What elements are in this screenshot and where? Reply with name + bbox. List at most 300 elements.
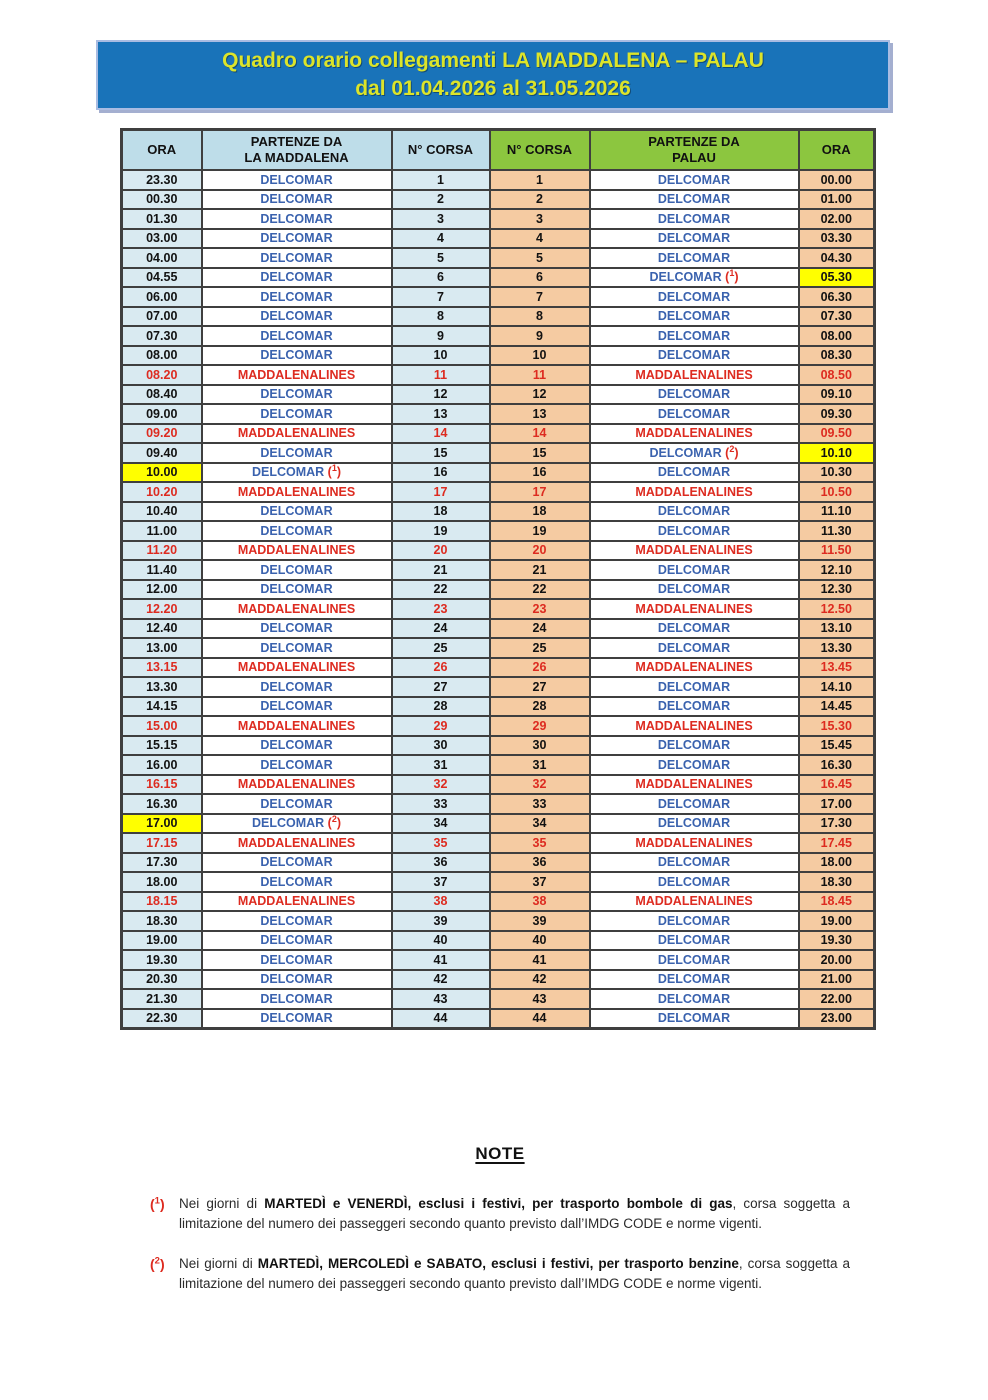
cell-corsa-left: 18 xyxy=(392,502,490,522)
cell-operator-lamaddalena: MADDALENALINES xyxy=(202,541,392,561)
cell-operator-lamaddalena: DELCOMAR xyxy=(202,385,392,405)
footnote-ref-icon: ($^2$) xyxy=(327,814,342,831)
cell-ora-palau: 12.30 xyxy=(799,580,875,600)
cell-ora-palau: 18.30 xyxy=(799,872,875,892)
cell-operator-lamaddalena: MADDALENALINES xyxy=(202,775,392,795)
cell-ora-lamaddalena: 23.30 xyxy=(122,170,202,190)
cell-corsa-right: 26 xyxy=(490,658,590,678)
table-row xyxy=(122,404,875,424)
cell-ora-lamaddalena: 22.30 xyxy=(122,1009,202,1029)
cell-corsa-right: 16 xyxy=(490,463,590,483)
cell-ora-palau: 05.30 xyxy=(799,268,875,288)
cell-operator-palau: MADDALENALINES xyxy=(590,365,799,385)
cell-corsa-left: 44 xyxy=(392,1009,490,1029)
cell-ora-palau: 08.30 xyxy=(799,346,875,366)
cell-corsa-left: 30 xyxy=(392,736,490,756)
cell-operator-lamaddalena: DELCOMAR xyxy=(202,521,392,541)
cell-operator-palau: DELCOMAR xyxy=(590,911,799,931)
col-header-partenze-lamaddalena: PARTENZE DA LA MADDALENA xyxy=(202,130,392,171)
table-row xyxy=(122,307,875,327)
cell-operator-lamaddalena: DELCOMAR xyxy=(202,950,392,970)
cell-ora-palau: 11.50 xyxy=(799,541,875,561)
cell-operator-palau: DELCOMAR xyxy=(590,170,799,190)
cell-corsa-right: 25 xyxy=(490,638,590,658)
table-row xyxy=(122,209,875,229)
cell-operator-lamaddalena: DELCOMAR xyxy=(202,268,392,288)
cell-operator-palau: DELCOMAR xyxy=(590,346,799,366)
cell-corsa-left: 29 xyxy=(392,716,490,736)
cell-ora-lamaddalena: 19.30 xyxy=(122,950,202,970)
cell-operator-lamaddalena: DELCOMAR xyxy=(202,229,392,249)
cell-corsa-right: 40 xyxy=(490,931,590,951)
cell-ora-palau: 18.45 xyxy=(799,892,875,912)
cell-corsa-left: 19 xyxy=(392,521,490,541)
table-row xyxy=(122,677,875,697)
cell-operator-palau: DELCOMAR xyxy=(590,989,799,1009)
cell-ora-lamaddalena: 17.15 xyxy=(122,833,202,853)
title-banner xyxy=(96,40,890,110)
table-row xyxy=(122,248,875,268)
col-header-corsa-right: N° CORSA xyxy=(490,130,590,171)
cell-operator-lamaddalena: DELCOMAR xyxy=(202,326,392,346)
cell-operator-lamaddalena: DELCOMAR xyxy=(202,190,392,210)
footnote-2-marker: ($^2$) xyxy=(150,1254,165,1272)
cell-corsa-right: 37 xyxy=(490,872,590,892)
cell-operator-lamaddalena: DELCOMAR xyxy=(202,736,392,756)
cell-ora-palau: 08.00 xyxy=(799,326,875,346)
cell-corsa-left: 32 xyxy=(392,775,490,795)
cell-operator-palau: DELCOMAR xyxy=(590,190,799,210)
cell-operator-palau: DELCOMAR xyxy=(590,326,799,346)
table-row xyxy=(122,482,875,502)
cell-corsa-left: 36 xyxy=(392,853,490,873)
cell-corsa-right: 33 xyxy=(490,794,590,814)
table-row xyxy=(122,365,875,385)
cell-ora-palau: 19.00 xyxy=(799,911,875,931)
cell-ora-palau: 22.00 xyxy=(799,989,875,1009)
note-item-1 xyxy=(150,1194,850,1235)
cell-ora-lamaddalena: 13.00 xyxy=(122,638,202,658)
cell-operator-palau: DELCOMAR xyxy=(590,229,799,249)
cell-corsa-left: 35 xyxy=(392,833,490,853)
cell-operator-palau: DELCOMAR xyxy=(590,385,799,405)
cell-ora-palau: 15.30 xyxy=(799,716,875,736)
cell-ora-lamaddalena: 08.40 xyxy=(122,385,202,405)
cell-operator-lamaddalena: DELCOMAR xyxy=(202,638,392,658)
cell-ora-lamaddalena: 15.15 xyxy=(122,736,202,756)
cell-corsa-right: 1 xyxy=(490,170,590,190)
table-row xyxy=(122,424,875,444)
cell-corsa-left: 3 xyxy=(392,209,490,229)
cell-operator-palau: MADDALENALINES xyxy=(590,541,799,561)
table-row xyxy=(122,989,875,1009)
table-row xyxy=(122,1009,875,1029)
cell-corsa-left: 16 xyxy=(392,463,490,483)
cell-ora-lamaddalena: 15.00 xyxy=(122,716,202,736)
cell-corsa-left: 4 xyxy=(392,229,490,249)
cell-corsa-right: 7 xyxy=(490,287,590,307)
cell-ora-lamaddalena: 03.00 xyxy=(122,229,202,249)
cell-ora-lamaddalena: 14.15 xyxy=(122,697,202,717)
cell-operator-lamaddalena: DELCOMAR xyxy=(202,170,392,190)
cell-ora-lamaddalena: 04.55 xyxy=(122,268,202,288)
timetable-header xyxy=(122,130,875,171)
table-row xyxy=(122,521,875,541)
cell-ora-palau: 10.30 xyxy=(799,463,875,483)
table-row xyxy=(122,716,875,736)
cell-corsa-right: 8 xyxy=(490,307,590,327)
cell-ora-lamaddalena: 07.00 xyxy=(122,307,202,327)
cell-ora-palau: 09.50 xyxy=(799,424,875,444)
cell-corsa-right: 36 xyxy=(490,853,590,873)
cell-ora-palau: 17.45 xyxy=(799,833,875,853)
table-row xyxy=(122,775,875,795)
cell-ora-palau: 19.30 xyxy=(799,931,875,951)
cell-ora-lamaddalena: 00.30 xyxy=(122,190,202,210)
cell-corsa-right: 15 xyxy=(490,443,590,463)
cell-ora-palau: 10.10 xyxy=(799,443,875,463)
col-header-partenze-palau: PARTENZE DA PALAU xyxy=(590,130,799,171)
cell-operator-lamaddalena: MADDALENALINES xyxy=(202,424,392,444)
cell-ora-palau: 17.00 xyxy=(799,794,875,814)
cell-corsa-right: 17 xyxy=(490,482,590,502)
cell-corsa-left: 28 xyxy=(392,697,490,717)
cell-ora-palau: 07.30 xyxy=(799,307,875,327)
cell-ora-palau: 14.45 xyxy=(799,697,875,717)
cell-corsa-left: 8 xyxy=(392,307,490,327)
cell-operator-lamaddalena: DELCOMAR xyxy=(202,502,392,522)
cell-corsa-right: 18 xyxy=(490,502,590,522)
cell-ora-lamaddalena: 18.00 xyxy=(122,872,202,892)
cell-ora-lamaddalena: 12.20 xyxy=(122,599,202,619)
cell-operator-palau: DELCOMAR xyxy=(590,619,799,639)
cell-corsa-left: 33 xyxy=(392,794,490,814)
cell-corsa-left: 15 xyxy=(392,443,490,463)
table-row xyxy=(122,326,875,346)
cell-ora-palau: 11.30 xyxy=(799,521,875,541)
cell-operator-lamaddalena: MADDALENALINES xyxy=(202,892,392,912)
cell-corsa-right: 30 xyxy=(490,736,590,756)
cell-corsa-right: 32 xyxy=(490,775,590,795)
cell-operator-palau: DELCOMAR xyxy=(590,209,799,229)
cell-operator-lamaddalena: MADDALENALINES xyxy=(202,482,392,502)
cell-operator-palau: DELCOMAR xyxy=(590,736,799,756)
cell-corsa-right: 38 xyxy=(490,892,590,912)
timetable-body xyxy=(122,170,875,1029)
cell-corsa-right: 22 xyxy=(490,580,590,600)
banner-title-line2: dal 01.04.2026 al 31.05.2026 xyxy=(355,77,631,100)
cell-ora-palau: 17.30 xyxy=(799,814,875,834)
cell-ora-palau: 18.00 xyxy=(799,853,875,873)
cell-operator-palau: DELCOMAR ($^2$) xyxy=(590,443,799,463)
cell-operator-lamaddalena: DELCOMAR xyxy=(202,697,392,717)
cell-operator-palau: DELCOMAR xyxy=(590,638,799,658)
table-row xyxy=(122,560,875,580)
cell-corsa-right: 12 xyxy=(490,385,590,405)
cell-corsa-right: 28 xyxy=(490,697,590,717)
cell-corsa-right: 19 xyxy=(490,521,590,541)
cell-ora-palau: 12.50 xyxy=(799,599,875,619)
cell-operator-palau: DELCOMAR xyxy=(590,307,799,327)
cell-ora-palau: 00.00 xyxy=(799,170,875,190)
cell-corsa-left: 31 xyxy=(392,755,490,775)
footnote-2-text: Nei giorni di MARTEDÌ, MERCOLEDÌ e SABATO, esclusi i festivi, per trasporto benzine, corsa soggetta a limitazione del numero dei passeggeri secondo quanto previsto dall’IMDG CODE e norme vigenti. xyxy=(179,1255,850,1291)
cell-ora-lamaddalena: 10.00 xyxy=(122,463,202,483)
cell-operator-palau: DELCOMAR xyxy=(590,560,799,580)
cell-operator-palau: MADDALENALINES xyxy=(590,833,799,853)
cell-corsa-right: 3 xyxy=(490,209,590,229)
cell-operator-palau: DELCOMAR xyxy=(590,463,799,483)
cell-corsa-left: 39 xyxy=(392,911,490,931)
table-row xyxy=(122,658,875,678)
cell-corsa-right: 39 xyxy=(490,911,590,931)
cell-ora-palau: 06.30 xyxy=(799,287,875,307)
cell-corsa-left: 10 xyxy=(392,346,490,366)
cell-ora-lamaddalena: 19.00 xyxy=(122,931,202,951)
cell-corsa-left: 1 xyxy=(392,170,490,190)
cell-corsa-right: 20 xyxy=(490,541,590,561)
cell-operator-palau: DELCOMAR xyxy=(590,404,799,424)
cell-corsa-right: 34 xyxy=(490,814,590,834)
cell-corsa-left: 5 xyxy=(392,248,490,268)
header-row xyxy=(122,130,875,171)
cell-ora-lamaddalena: 10.20 xyxy=(122,482,202,502)
cell-corsa-left: 37 xyxy=(392,872,490,892)
cell-operator-palau: MADDALENALINES xyxy=(590,658,799,678)
footnote-1-marker: ($^1$) xyxy=(150,1195,165,1212)
cell-ora-lamaddalena: 18.30 xyxy=(122,911,202,931)
cell-ora-lamaddalena: 11.20 xyxy=(122,541,202,561)
table-row xyxy=(122,872,875,892)
cell-ora-lamaddalena: 11.00 xyxy=(122,521,202,541)
footnote-ref-icon: ($^1$) xyxy=(327,463,342,480)
notes-title: NOTE xyxy=(475,1144,525,1163)
cell-ora-lamaddalena: 08.20 xyxy=(122,365,202,385)
cell-corsa-right: 44 xyxy=(490,1009,590,1029)
cell-ora-lamaddalena: 11.40 xyxy=(122,560,202,580)
cell-operator-palau: DELCOMAR xyxy=(590,853,799,873)
cell-operator-palau: MADDALENALINES xyxy=(590,716,799,736)
cell-ora-palau: 04.30 xyxy=(799,248,875,268)
cell-operator-palau: DELCOMAR xyxy=(590,502,799,522)
cell-operator-lamaddalena: DELCOMAR xyxy=(202,619,392,639)
cell-corsa-left: 41 xyxy=(392,950,490,970)
cell-operator-lamaddalena: MADDALENALINES xyxy=(202,599,392,619)
cell-operator-lamaddalena: DELCOMAR xyxy=(202,755,392,775)
table-row xyxy=(122,287,875,307)
cell-ora-palau: 16.45 xyxy=(799,775,875,795)
cell-operator-lamaddalena: MADDALENALINES xyxy=(202,365,392,385)
cell-operator-lamaddalena: MADDALENALINES xyxy=(202,716,392,736)
cell-operator-lamaddalena: DELCOMAR xyxy=(202,872,392,892)
table-row xyxy=(122,541,875,561)
cell-corsa-left: 26 xyxy=(392,658,490,678)
cell-ora-lamaddalena: 12.40 xyxy=(122,619,202,639)
cell-ora-lamaddalena: 16.15 xyxy=(122,775,202,795)
cell-ora-palau: 21.00 xyxy=(799,970,875,990)
table-row xyxy=(122,892,875,912)
cell-corsa-right: 24 xyxy=(490,619,590,639)
cell-corsa-left: 6 xyxy=(392,268,490,288)
cell-operator-lamaddalena: DELCOMAR xyxy=(202,911,392,931)
cell-ora-lamaddalena: 20.30 xyxy=(122,970,202,990)
cell-operator-palau: DELCOMAR xyxy=(590,872,799,892)
cell-ora-lamaddalena: 09.40 xyxy=(122,443,202,463)
cell-operator-palau: DELCOMAR xyxy=(590,794,799,814)
banner-title-line1: Quadro orario collegamenti LA MADDALENA – PALAU xyxy=(222,48,764,72)
table-row xyxy=(122,736,875,756)
cell-operator-lamaddalena: MADDALENALINES xyxy=(202,658,392,678)
cell-corsa-right: 6 xyxy=(490,268,590,288)
cell-ora-lamaddalena: 10.40 xyxy=(122,502,202,522)
table-row xyxy=(122,853,875,873)
cell-corsa-right: 10 xyxy=(490,346,590,366)
cell-ora-palau: 12.10 xyxy=(799,560,875,580)
cell-ora-palau: 20.00 xyxy=(799,950,875,970)
cell-ora-palau: 13.45 xyxy=(799,658,875,678)
cell-operator-lamaddalena: DELCOMAR xyxy=(202,443,392,463)
table-row xyxy=(122,229,875,249)
cell-ora-lamaddalena: 18.15 xyxy=(122,892,202,912)
cell-ora-palau: 11.10 xyxy=(799,502,875,522)
cell-corsa-right: 2 xyxy=(490,190,590,210)
cell-corsa-left: 13 xyxy=(392,404,490,424)
table-row xyxy=(122,463,875,483)
cell-ora-lamaddalena: 17.00 xyxy=(122,814,202,834)
cell-corsa-left: 17 xyxy=(392,482,490,502)
cell-corsa-left: 2 xyxy=(392,190,490,210)
cell-operator-lamaddalena: DELCOMAR xyxy=(202,970,392,990)
cell-corsa-right: 29 xyxy=(490,716,590,736)
cell-corsa-right: 27 xyxy=(490,677,590,697)
footnote-1-text: Nei giorni di MARTEDÌ e VENERDÌ, esclusi i festivi, per trasporto bombole di gas, corsa soggetta a limitazione del numero dei passeggeri secondo quanto previsto dall’IMDG CODE e norme vigenti. xyxy=(179,1196,850,1232)
cell-operator-lamaddalena: DELCOMAR ($^1$) xyxy=(202,463,392,483)
cell-ora-lamaddalena: 09.20 xyxy=(122,424,202,444)
cell-operator-lamaddalena: DELCOMAR xyxy=(202,989,392,1009)
cell-ora-palau: 16.30 xyxy=(799,755,875,775)
cell-corsa-left: 42 xyxy=(392,970,490,990)
cell-operator-lamaddalena: DELCOMAR xyxy=(202,931,392,951)
cell-operator-lamaddalena: DELCOMAR xyxy=(202,248,392,268)
table-row xyxy=(122,190,875,210)
cell-corsa-left: 11 xyxy=(392,365,490,385)
cell-operator-palau: DELCOMAR xyxy=(590,970,799,990)
table-row xyxy=(122,970,875,990)
cell-operator-lamaddalena: DELCOMAR xyxy=(202,853,392,873)
cell-operator-palau: MADDALENALINES xyxy=(590,775,799,795)
cell-ora-palau: 13.30 xyxy=(799,638,875,658)
cell-operator-palau: DELCOMAR xyxy=(590,814,799,834)
cell-ora-lamaddalena: 08.00 xyxy=(122,346,202,366)
table-row xyxy=(122,346,875,366)
table-row xyxy=(122,794,875,814)
cell-corsa-left: 34 xyxy=(392,814,490,834)
cell-ora-palau: 03.30 xyxy=(799,229,875,249)
cell-operator-lamaddalena: DELCOMAR xyxy=(202,1009,392,1029)
cell-corsa-right: 9 xyxy=(490,326,590,346)
table-row xyxy=(122,814,875,834)
note-item-2 xyxy=(150,1254,850,1295)
cell-ora-lamaddalena: 04.00 xyxy=(122,248,202,268)
table-row xyxy=(122,931,875,951)
cell-operator-palau: MADDALENALINES xyxy=(590,892,799,912)
col-header-ora-lamaddalena: ORA xyxy=(122,130,202,171)
table-row xyxy=(122,833,875,853)
table-row xyxy=(122,170,875,190)
cell-operator-lamaddalena: DELCOMAR xyxy=(202,794,392,814)
table-row xyxy=(122,443,875,463)
cell-corsa-left: 27 xyxy=(392,677,490,697)
cell-ora-palau: 02.00 xyxy=(799,209,875,229)
cell-operator-palau: MADDALENALINES xyxy=(590,482,799,502)
notes-section xyxy=(150,1144,850,1313)
cell-corsa-left: 22 xyxy=(392,580,490,600)
table-row xyxy=(122,697,875,717)
table-row xyxy=(122,385,875,405)
cell-operator-palau: DELCOMAR xyxy=(590,755,799,775)
table-row xyxy=(122,619,875,639)
cell-corsa-right: 11 xyxy=(490,365,590,385)
cell-operator-lamaddalena: DELCOMAR xyxy=(202,677,392,697)
cell-ora-lamaddalena: 16.30 xyxy=(122,794,202,814)
cell-corsa-right: 13 xyxy=(490,404,590,424)
table-row xyxy=(122,950,875,970)
cell-corsa-right: 5 xyxy=(490,248,590,268)
cell-ora-palau: 23.00 xyxy=(799,1009,875,1029)
cell-ora-lamaddalena: 17.30 xyxy=(122,853,202,873)
cell-corsa-left: 9 xyxy=(392,326,490,346)
cell-ora-lamaddalena: 13.30 xyxy=(122,677,202,697)
cell-ora-palau: 09.30 xyxy=(799,404,875,424)
cell-ora-palau: 09.10 xyxy=(799,385,875,405)
cell-ora-palau: 14.10 xyxy=(799,677,875,697)
cell-operator-palau: DELCOMAR xyxy=(590,1009,799,1029)
cell-ora-palau: 15.45 xyxy=(799,736,875,756)
cell-operator-palau: DELCOMAR xyxy=(590,521,799,541)
footnote-ref-icon: ($^1$) xyxy=(725,268,739,285)
table-row xyxy=(122,599,875,619)
cell-operator-lamaddalena: DELCOMAR ($^2$) xyxy=(202,814,392,834)
cell-corsa-left: 23 xyxy=(392,599,490,619)
cell-corsa-right: 4 xyxy=(490,229,590,249)
cell-ora-lamaddalena: 06.00 xyxy=(122,287,202,307)
cell-operator-lamaddalena: MADDALENALINES xyxy=(202,833,392,853)
cell-ora-lamaddalena: 01.30 xyxy=(122,209,202,229)
cell-corsa-right: 35 xyxy=(490,833,590,853)
cell-corsa-left: 21 xyxy=(392,560,490,580)
table-row xyxy=(122,502,875,522)
table-row xyxy=(122,638,875,658)
cell-ora-palau: 01.00 xyxy=(799,190,875,210)
cell-corsa-left: 20 xyxy=(392,541,490,561)
cell-corsa-left: 40 xyxy=(392,931,490,951)
cell-operator-palau: DELCOMAR xyxy=(590,697,799,717)
cell-operator-palau: MADDALENALINES xyxy=(590,424,799,444)
cell-ora-palau: 10.50 xyxy=(799,482,875,502)
cell-corsa-left: 25 xyxy=(392,638,490,658)
cell-corsa-right: 41 xyxy=(490,950,590,970)
cell-corsa-left: 14 xyxy=(392,424,490,444)
cell-operator-palau: DELCOMAR xyxy=(590,248,799,268)
cell-ora-lamaddalena: 16.00 xyxy=(122,755,202,775)
cell-operator-lamaddalena: DELCOMAR xyxy=(202,209,392,229)
cell-corsa-right: 43 xyxy=(490,989,590,1009)
cell-ora-lamaddalena: 09.00 xyxy=(122,404,202,424)
cell-corsa-right: 14 xyxy=(490,424,590,444)
cell-corsa-left: 7 xyxy=(392,287,490,307)
col-header-ora-palau: ORA xyxy=(799,130,875,171)
table-row xyxy=(122,755,875,775)
